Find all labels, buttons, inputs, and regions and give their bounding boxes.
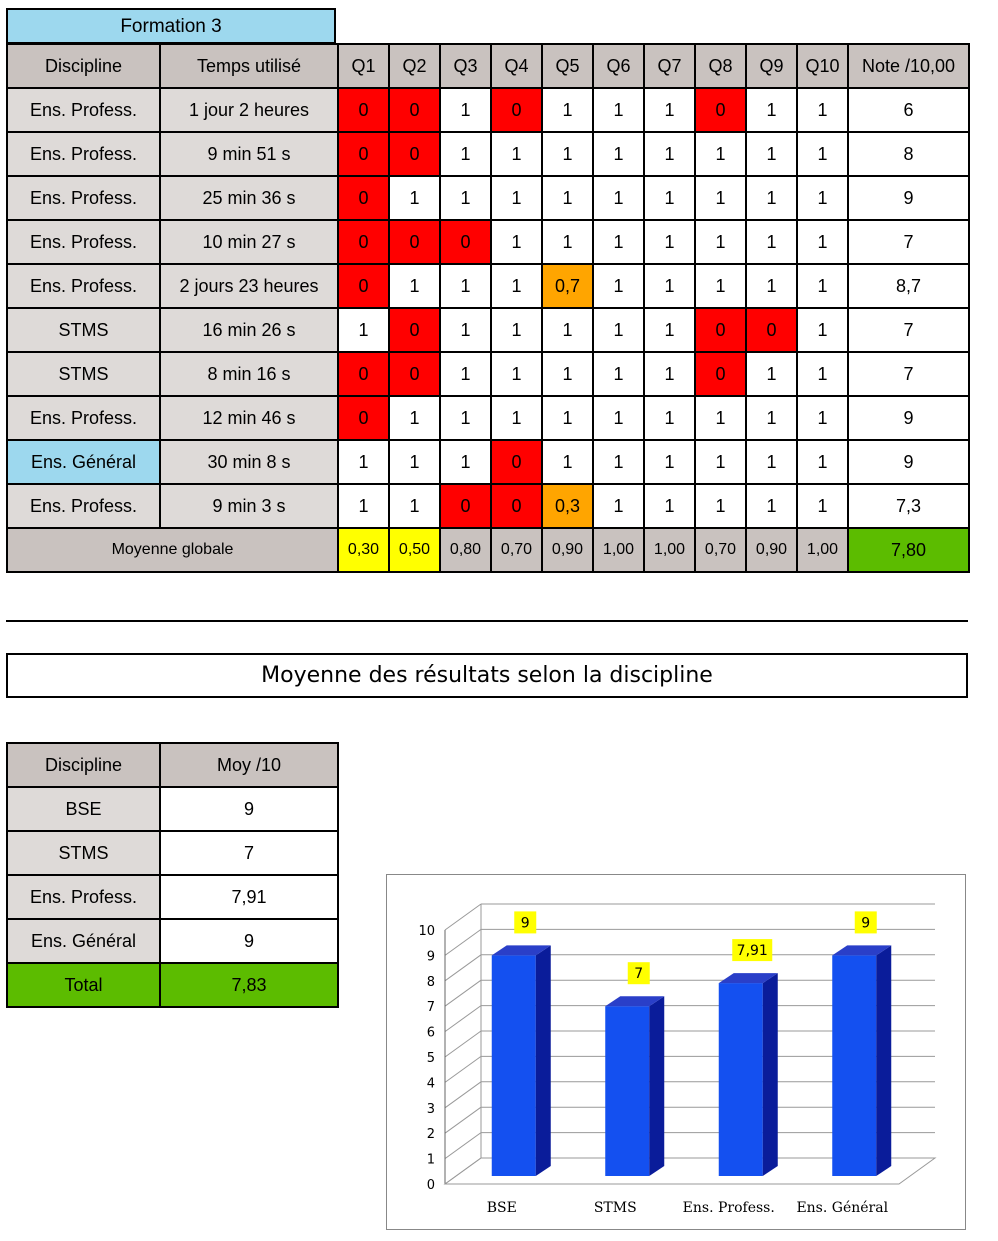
- score-cell: 1: [491, 308, 542, 352]
- y-tick-label: 9: [426, 949, 435, 965]
- table-row: [7, 308, 969, 352]
- score-cell: 1: [797, 352, 848, 396]
- score-cell: 1: [542, 132, 593, 176]
- score-cell: 0: [338, 396, 389, 440]
- bar-chart: [386, 874, 966, 1230]
- time-cell: 16 min 26 s: [160, 308, 338, 352]
- score-cell: 1: [491, 220, 542, 264]
- time-cell: 9 min 3 s: [160, 484, 338, 528]
- average-cell: 0,70: [695, 528, 746, 572]
- score-cell: 1: [695, 396, 746, 440]
- time-cell: 10 min 27 s: [160, 220, 338, 264]
- score-cell: 1: [746, 484, 797, 528]
- score-cell: 1: [695, 132, 746, 176]
- data-label: 7,91: [736, 943, 768, 960]
- score-cell: 1: [797, 484, 848, 528]
- column-header: Q5: [542, 44, 593, 88]
- data-label: 9: [520, 915, 530, 932]
- table-row: [7, 352, 969, 396]
- score-cell: 1: [797, 132, 848, 176]
- score-cell: 1: [593, 264, 644, 308]
- time-cell: 25 min 36 s: [160, 176, 338, 220]
- score-cell: 1: [644, 264, 695, 308]
- x-tick-label: Ens. Profess.: [682, 1200, 775, 1216]
- formation-title: Formation 3: [6, 8, 336, 44]
- grid-diagonal: [445, 955, 481, 981]
- note-cell: 8,7: [848, 264, 969, 308]
- score-cell: 0: [491, 440, 542, 484]
- note-cell: 9: [848, 176, 969, 220]
- score-cell: 1: [440, 264, 491, 308]
- score-cell: 1: [491, 352, 542, 396]
- score-cell: 0: [695, 308, 746, 352]
- column-header: Moy /10: [160, 743, 338, 787]
- average-cell: 1,00: [593, 528, 644, 572]
- x-tick-label: Ens. Général: [796, 1200, 889, 1216]
- score-cell: 0: [389, 88, 440, 132]
- score-cell: 0: [491, 88, 542, 132]
- x-tick-label: BSE: [486, 1200, 517, 1216]
- table-row: [7, 484, 969, 528]
- y-tick-label: 0: [426, 1178, 435, 1193]
- grid-diagonal: [445, 980, 481, 1006]
- score-cell: 1: [746, 352, 797, 396]
- score-cell: 1: [644, 220, 695, 264]
- score-cell: 1: [593, 88, 644, 132]
- average-cell: 0,70: [491, 528, 542, 572]
- discipline-cell: Ens. Profess.: [7, 132, 160, 176]
- y-tick-label: 7: [426, 1000, 435, 1016]
- data-label: 7: [634, 966, 644, 983]
- section-divider: [6, 620, 968, 622]
- score-cell: 1: [389, 264, 440, 308]
- score-cell: 1: [593, 132, 644, 176]
- score-cell: 1: [593, 484, 644, 528]
- note-cell: 8: [848, 132, 969, 176]
- score-cell: 0,3: [542, 484, 593, 528]
- score-cell: 1: [389, 396, 440, 440]
- grid-diagonal: [445, 904, 481, 930]
- score-cell: 0: [440, 220, 491, 264]
- score-cell: 1: [695, 176, 746, 220]
- table-row: [7, 787, 338, 831]
- score-cell: 1: [746, 176, 797, 220]
- column-header: Q10: [797, 44, 848, 88]
- score-cell: 1: [797, 88, 848, 132]
- bar-front: [492, 955, 536, 1176]
- time-cell: 1 jour 2 heures: [160, 88, 338, 132]
- score-cell: 1: [746, 264, 797, 308]
- score-cell: 0: [389, 352, 440, 396]
- discipline-name: STMS: [7, 831, 160, 875]
- y-tick-label: 8: [426, 974, 435, 990]
- score-cell: 1: [593, 176, 644, 220]
- score-cell: 0: [389, 132, 440, 176]
- y-tick-label: 5: [426, 1051, 435, 1066]
- average-cell: 0,30: [338, 528, 389, 572]
- bar-front: [605, 1006, 649, 1176]
- table-row: [7, 88, 969, 132]
- score-cell: 1: [593, 440, 644, 484]
- time-cell: 9 min 51 s: [160, 132, 338, 176]
- score-cell: 1: [593, 308, 644, 352]
- score-cell: 1: [797, 308, 848, 352]
- bar-side: [649, 996, 664, 1176]
- average-cell: 0,90: [542, 528, 593, 572]
- total-label: Total: [7, 963, 160, 1007]
- score-cell: 1: [542, 440, 593, 484]
- average-cell: 1,00: [644, 528, 695, 572]
- score-cell: 1: [491, 176, 542, 220]
- note-cell: 7,3: [848, 484, 969, 528]
- table-header-row: [7, 44, 969, 88]
- table-row: [7, 132, 969, 176]
- time-cell: 30 min 8 s: [160, 440, 338, 484]
- table-row: [7, 220, 969, 264]
- bar-front: [832, 955, 876, 1176]
- score-cell: 0: [491, 484, 542, 528]
- grid-diagonal: [445, 1031, 481, 1057]
- column-header: Q7: [644, 44, 695, 88]
- grid-diagonal: [445, 1133, 481, 1159]
- y-tick-label: 4: [426, 1076, 435, 1092]
- score-cell: 0: [440, 484, 491, 528]
- note-cell: 7: [848, 308, 969, 352]
- column-header: Q2: [389, 44, 440, 88]
- average-label: Moyenne globale: [7, 528, 338, 572]
- score-cell: 1: [695, 264, 746, 308]
- average-cell: 0,80: [440, 528, 491, 572]
- score-cell: 1: [695, 220, 746, 264]
- score-cell: 0: [338, 352, 389, 396]
- average-cell: 0,90: [746, 528, 797, 572]
- score-cell: 0: [695, 88, 746, 132]
- score-cell: 1: [338, 440, 389, 484]
- score-cell: 1: [593, 396, 644, 440]
- score-cell: 1: [542, 308, 593, 352]
- total-value: 7,83: [160, 963, 338, 1007]
- note-cell: 7: [848, 220, 969, 264]
- score-cell: 1: [593, 352, 644, 396]
- y-tick-label: 3: [426, 1101, 435, 1117]
- note-cell: 9: [848, 440, 969, 484]
- score-cell: 1: [542, 176, 593, 220]
- grid-diagonal: [445, 1056, 481, 1082]
- score-cell: 1: [338, 308, 389, 352]
- column-header: Q3: [440, 44, 491, 88]
- score-cell: 1: [338, 484, 389, 528]
- column-header: Q4: [491, 44, 542, 88]
- column-header: Q1: [338, 44, 389, 88]
- score-cell: 1: [644, 484, 695, 528]
- score-cell: 0: [695, 352, 746, 396]
- column-header: Discipline: [7, 743, 160, 787]
- score-cell: 1: [542, 396, 593, 440]
- score-cell: 1: [389, 484, 440, 528]
- results-table: [6, 43, 970, 573]
- score-cell: 0: [338, 264, 389, 308]
- score-cell: 1: [797, 396, 848, 440]
- discipline-name: BSE: [7, 787, 160, 831]
- column-header: Note /10,00: [848, 44, 969, 88]
- score-cell: 0: [338, 88, 389, 132]
- table-row: [7, 264, 969, 308]
- grid-diagonal: [445, 1107, 481, 1133]
- score-cell: 1: [491, 264, 542, 308]
- discipline-header-row: [7, 743, 338, 787]
- score-cell: 1: [746, 396, 797, 440]
- discipline-cell: Ens. Profess.: [7, 396, 160, 440]
- note-cell: 7: [848, 352, 969, 396]
- score-cell: 1: [644, 88, 695, 132]
- score-cell: 0: [338, 220, 389, 264]
- average-cell: 1,00: [797, 528, 848, 572]
- score-cell: 1: [644, 396, 695, 440]
- score-cell: 1: [746, 220, 797, 264]
- discipline-name: Ens. Général: [7, 919, 160, 963]
- score-cell: 1: [440, 396, 491, 440]
- table-row: [7, 831, 338, 875]
- score-cell: 1: [542, 352, 593, 396]
- score-cell: 1: [746, 88, 797, 132]
- table-row: [7, 396, 969, 440]
- column-header: Discipline: [7, 44, 160, 88]
- score-cell: 1: [644, 176, 695, 220]
- data-label: 9: [861, 915, 871, 932]
- bar-front: [719, 983, 763, 1176]
- score-cell: 0,7: [542, 264, 593, 308]
- score-cell: 1: [593, 220, 644, 264]
- discipline-cell: Ens. Profess.: [7, 176, 160, 220]
- average-note: 7,80: [848, 528, 969, 572]
- discipline-average: 9: [160, 787, 338, 831]
- score-cell: 1: [644, 308, 695, 352]
- table-row: [7, 440, 969, 484]
- discipline-cell: Ens. Général: [7, 440, 160, 484]
- score-cell: 1: [491, 396, 542, 440]
- y-tick-label: 10: [418, 924, 435, 939]
- table-row: [7, 875, 338, 919]
- discipline-table: [6, 742, 339, 1008]
- score-cell: 0: [338, 176, 389, 220]
- score-cell: 1: [440, 440, 491, 484]
- discipline-cell: Ens. Profess.: [7, 220, 160, 264]
- bar-side: [536, 945, 551, 1176]
- bar-chart-svg: [387, 875, 967, 1231]
- time-cell: 12 min 46 s: [160, 396, 338, 440]
- discipline-average: 7: [160, 831, 338, 875]
- score-cell: 1: [695, 440, 746, 484]
- note-cell: 9: [848, 396, 969, 440]
- column-header: Q6: [593, 44, 644, 88]
- score-cell: 1: [389, 440, 440, 484]
- grid-diagonal: [445, 1082, 481, 1108]
- bar-side: [763, 973, 778, 1176]
- average-row: [7, 528, 969, 572]
- time-cell: 2 jours 23 heures: [160, 264, 338, 308]
- y-tick-label: 6: [426, 1025, 435, 1041]
- table-row: [7, 919, 338, 963]
- score-cell: 1: [440, 176, 491, 220]
- score-cell: 1: [389, 176, 440, 220]
- score-cell: 0: [338, 132, 389, 176]
- score-cell: 1: [746, 440, 797, 484]
- score-cell: 1: [491, 132, 542, 176]
- discipline-cell: STMS: [7, 352, 160, 396]
- score-cell: 1: [440, 88, 491, 132]
- column-header: Q8: [695, 44, 746, 88]
- average-cell: 0,50: [389, 528, 440, 572]
- score-cell: 1: [440, 132, 491, 176]
- discipline-average: 7,91: [160, 875, 338, 919]
- total-row: [7, 963, 338, 1007]
- score-cell: 1: [746, 132, 797, 176]
- score-cell: 1: [440, 308, 491, 352]
- discipline-average: 9: [160, 919, 338, 963]
- discipline-cell: STMS: [7, 308, 160, 352]
- discipline-cell: Ens. Profess.: [7, 484, 160, 528]
- discipline-cell: Ens. Profess.: [7, 264, 160, 308]
- score-cell: 0: [746, 308, 797, 352]
- score-cell: 1: [542, 220, 593, 264]
- discipline-cell: Ens. Profess.: [7, 88, 160, 132]
- discipline-name: Ens. Profess.: [7, 875, 160, 919]
- x-tick-label: STMS: [593, 1200, 637, 1216]
- column-header: Temps utilisé: [160, 44, 338, 88]
- y-tick-label: 1: [426, 1152, 435, 1168]
- score-cell: 1: [797, 440, 848, 484]
- grid-diagonal: [445, 1006, 481, 1032]
- column-header: Q9: [746, 44, 797, 88]
- grid-diagonal: [445, 929, 481, 955]
- table-row: [7, 176, 969, 220]
- section-title: Moyenne des résultats selon la discipline: [6, 653, 968, 698]
- score-cell: 1: [644, 132, 695, 176]
- bar-side: [876, 945, 891, 1176]
- score-cell: 0: [389, 308, 440, 352]
- score-cell: 1: [797, 264, 848, 308]
- score-cell: 1: [644, 440, 695, 484]
- time-cell: 8 min 16 s: [160, 352, 338, 396]
- score-cell: 1: [797, 220, 848, 264]
- score-cell: 1: [542, 88, 593, 132]
- y-tick-label: 2: [426, 1127, 435, 1143]
- score-cell: 1: [695, 484, 746, 528]
- score-cell: 0: [389, 220, 440, 264]
- score-cell: 1: [797, 176, 848, 220]
- note-cell: 6: [848, 88, 969, 132]
- score-cell: 1: [440, 352, 491, 396]
- score-cell: 1: [644, 352, 695, 396]
